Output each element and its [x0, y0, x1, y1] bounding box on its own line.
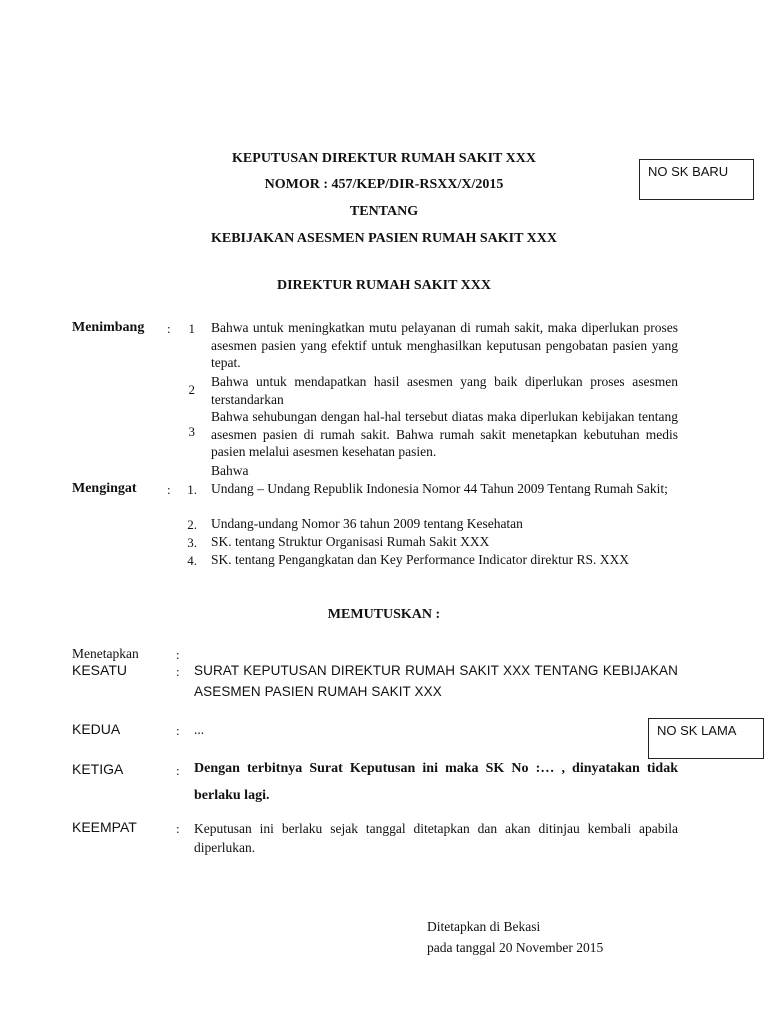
kedua-text: ... [194, 722, 205, 737]
menetapkan-colon: : [176, 647, 180, 662]
menimbang-num-1: 1 [188, 321, 195, 336]
signature-date: pada tanggal 20 November 2015 [427, 940, 604, 955]
ketiga-colon: : [176, 763, 180, 778]
menimbang-item-1: Bahwa untuk meningkatkan mutu pelayanan di rumah sakit, maka diperlukan proses asesmen pasien yang efektif untuk menghasilkan keputusan pengobatan pasien yang tepat. [211, 320, 678, 370]
keempat-text: Keputusan ini berlaku sejak tanggal ditetapkan dan akan ditinjau kembali apabila diperlukan. [194, 821, 678, 855]
mengingat-item-2: Undang-undang Nomor 36 tahun 2009 tentang Kesehatan [211, 516, 523, 531]
menimbang-item-2: Bahwa untuk mendapatkan hasil asesmen yang baik diperlukan proses asesmen terstandarkan [211, 374, 678, 407]
mengingat-item-3: SK. tentang Struktur Organisasi Rumah Sakit XXX [211, 534, 490, 549]
kesatu-text: SURAT KEPUTUSAN DIREKTUR RUMAH SAKIT XXX TENTANG KEBIJAKAN ASESMEN PASIEN RUMAH SAKIT XXX [194, 663, 678, 699]
menimbang-num-3: 3 [188, 424, 195, 439]
keempat-label: KEEMPAT [72, 819, 137, 835]
mengingat-num-2: 2. [187, 517, 197, 532]
title-subject: KEBIJAKAN ASESMEN PASIEN RUMAH SAKIT XXX [210, 231, 558, 246]
decree-number: NOMOR : 457/KEP/DIR-RSXX/X/2015 [264, 177, 504, 192]
mengingat-num-1: 1. [187, 482, 197, 497]
keempat-colon: : [176, 821, 180, 836]
mengingat-label: Mengingat [72, 481, 137, 496]
menimbang-num-2: 2 [188, 382, 195, 397]
kedua-colon: : [176, 723, 180, 738]
signature-place: Ditetapkan di Bekasi [427, 919, 541, 934]
menimbang-label: Menimbang [72, 320, 145, 335]
mengingat-num-3: 3. [187, 535, 197, 550]
mengingat-item-1: Undang – Undang Republik Indonesia Nomor 44 Tahun 2009 Tentang Rumah Sakit; [211, 481, 668, 496]
menimbang-item-3: Bahwa sehubungan dengan hal-hal tersebut diatas maka diperlukan kebijakan tentang asesmen pasien di rumah sakit. Bahwa rumah sakit menetapkan kebutuhan medis pasien melalui asesmen kesehatan pasien. [211, 409, 678, 459]
kesatu-colon: : [176, 664, 180, 679]
ketiga-text: Dengan terbitnya Surat Keputusan ini maka SK No :… , dinyatakan tidak berlaku lagi. [194, 761, 678, 803]
menimbang-item-4: Bahwa [211, 463, 249, 478]
new-sk-box: NO SK BARU [639, 159, 754, 200]
menetapkan-label: Menetapkan [72, 646, 139, 661]
old-sk-box: NO SK LAMA [648, 718, 764, 759]
director-heading: DIREKTUR RUMAH SAKIT XXX [276, 278, 492, 293]
kedua-label: KEDUA [72, 721, 121, 737]
kesatu-label: KESATU [72, 662, 127, 678]
mengingat-colon: : [167, 482, 171, 497]
menimbang-colon: : [167, 321, 171, 336]
memutuskan-heading: MEMUTUSKAN : [327, 607, 441, 622]
ketiga-label: KETIGA [72, 761, 124, 777]
title-tentang: TENTANG [349, 204, 419, 219]
mengingat-num-4: 4. [187, 553, 197, 568]
title-line-1: KEPUTUSAN DIREKTUR RUMAH SAKIT XXX [232, 151, 536, 166]
mengingat-item-4: SK. tentang Pengangkatan dan Key Performance Indicator direktur RS. XXX [211, 552, 630, 567]
